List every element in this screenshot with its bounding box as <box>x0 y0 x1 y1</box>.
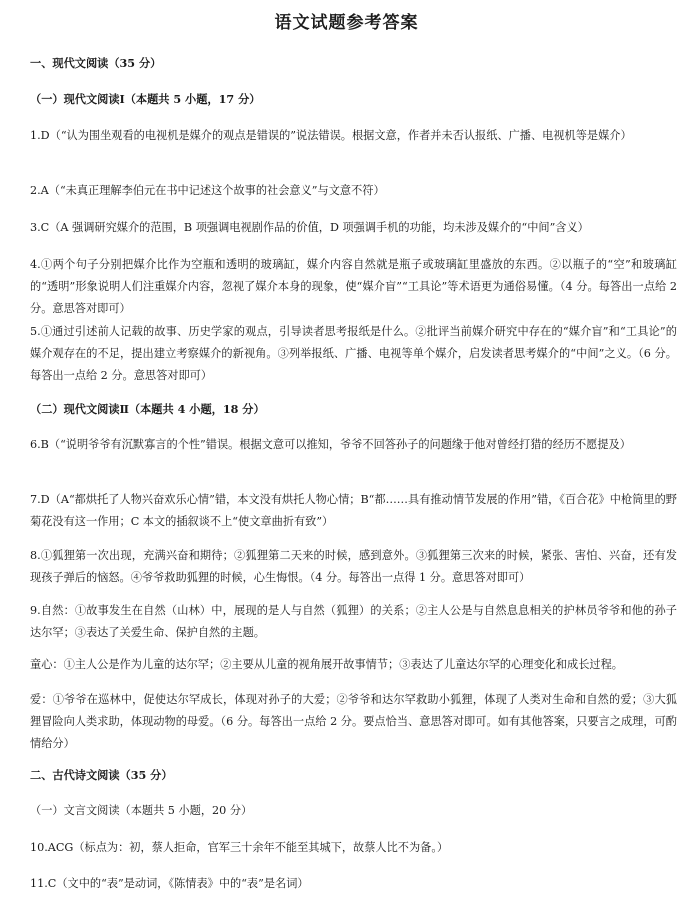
answer-10: 10.ACG（标点为：初，蔡人拒命，官军三十余年不能至其城下，故蔡人比不为备。） <box>30 841 449 854</box>
answer-8: 8.①狐狸第一次出现，充满兴奋和期待；②狐狸第二天来的时候，感到意外。③狐狸第三次来的时候，紧张、害怕、兴奋，还有发现孩子弹后的恼怒。④爷爷救助狐狸的时候，心生悔恨。（4 分。每答出一点得 1 分。意思答对即可） <box>30 549 677 584</box>
page-title: 语文试题参考答案 <box>274 13 419 33</box>
subsection-heading-modern-reading-2: （二）现代文阅读Ⅱ（本题共 4 小题，18 分） <box>30 402 265 416</box>
section-heading-modern-reading: 一、现代文阅读（35 分） <box>30 56 162 70</box>
answer-1: 1.D（“认为围坐观看的电视机是媒介的观点是错误的”说法错误。根据文意，作者并未否认报纸、广播、电视机等是媒介） <box>30 129 632 142</box>
answer-9-love: 爱：①爷爷在巡林中，促使达尔罕成长，体现对孙子的大爱；②爷爷和达尔罕救助小狐狸，体现了人类对生命和自然的爱；③大狐狸冒险向人类求助，体现动物的母爱。（6 分。每答出一点给 2 分。要点恰当、意思答对即可。如有其他答案，只要言之成理，可酌情给分） <box>30 693 677 750</box>
subsection-heading-classical-prose: （一）文言文阅读（本题共 5 小题，20 分） <box>30 804 253 817</box>
answer-2: 2.A（“未真正理解李伯元在书中记述这个故事的社会意义”与文意不符） <box>30 184 385 197</box>
answer-7: 7.D（A“都烘托了人物兴奋欢乐心情”错，本文没有烘托人物心情；B“都……具有推动情节发展的作用”错，《百合花》中枪筒里的野菊花没有这一作用；C 本文的插叙谈不上“使文章曲折有致”） <box>30 493 677 528</box>
answer-11: 11.C（文中的“表”是动词，《陈情表》中的“表”是名词） <box>30 877 309 890</box>
answer-6: 6.B（“说明爷爷有沉默寡言的个性”错误。根据文意可以推知，爷爷不回答孙子的问题缘于他对曾经打猎的经历不愿提及） <box>30 438 631 451</box>
answer-5: 5.①通过引述前人记载的故事、历史学家的观点，引导读者思考报纸是什么。②批评当前媒介研究中存在的“媒介盲”和“工具论”的媒介观存在的不足，提出建立考察媒介的新视角。③列举报纸、广播、电视等单个媒介，启发读者思考媒介的“中间”之义。（6 分。每答出一点给 2 分。意思答对即可） <box>30 325 677 382</box>
answer-9-nature: 9.自然：①故事发生在自然（山林）中，展现的是人与自然（狐狸）的关系；②主人公是与自然息息相关的护林员爷爷和他的孙子达尔罕；③表达了关爱生命、保护自然的主题。 <box>30 604 677 639</box>
section-heading-classical-reading: 二、古代诗文阅读（35 分） <box>30 768 173 782</box>
answer-3: 3.C（A 强调研究媒介的范围，B 项强调电视剧作品的价值，D 项强调手机的功能，均未涉及媒介的“中间”含义） <box>30 221 589 234</box>
answer-4: 4.①两个句子分别把媒介比作为空瓶和透明的玻璃缸，媒介内容自然就是瓶子或玻璃缸里盛放的东西。②以瓶子的“空”和玻璃缸的“透明”形象说明人们注重媒介内容，忽视了媒介本身的现象，使“媒介盲”“工具论”等术语更为通俗易懂。（4 分。每答出一点给 2 分。意思答对即可） <box>30 258 677 315</box>
answer-9-childlike: 童心：①主人公是作为儿童的达尔罕；②主要从儿童的视角展开故事情节；③表达了儿童达尔罕的心理变化和成长过程。 <box>30 658 623 671</box>
subsection-heading-modern-reading-1: （一）现代文阅读Ⅰ（本题共 5 小题，17 分） <box>30 92 261 106</box>
